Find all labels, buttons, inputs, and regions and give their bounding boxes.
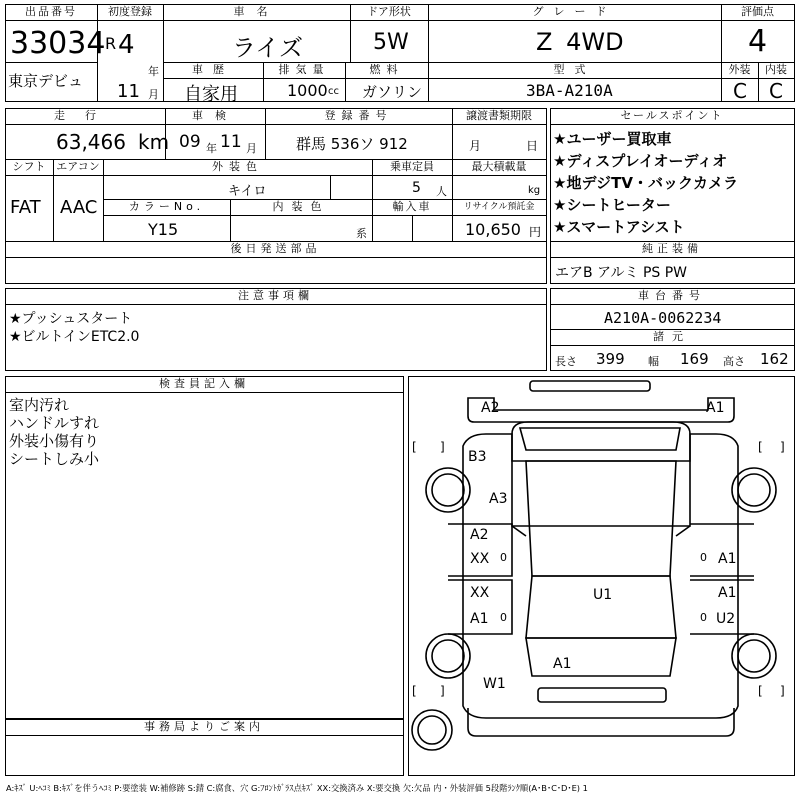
lot-number: 33034	[10, 26, 106, 61]
exterior-label: 外装	[728, 63, 751, 76]
exterior-grade: C	[733, 79, 747, 103]
displacement-label: 排気量	[278, 63, 330, 76]
max-load-unit: kg	[528, 185, 541, 196]
exterior-color-label: 外装色	[212, 160, 263, 173]
height: 162	[760, 350, 789, 368]
model-label: 型式	[553, 63, 596, 76]
transfer-month-unit: 月	[469, 139, 482, 153]
mark-hood-center: A3	[489, 491, 508, 507]
mark-right-front-door: A1	[718, 551, 737, 567]
interior-color-label: 内装色	[272, 200, 330, 213]
fuel-label: 燃料	[369, 63, 404, 76]
registration-year: 4	[118, 30, 135, 60]
interior-grade: C	[769, 79, 783, 103]
debut-label: 東京デビュ	[8, 72, 84, 90]
length: 399	[596, 350, 625, 368]
inspection-year: 09	[179, 132, 201, 152]
shift: FAT	[10, 197, 41, 218]
mark-right-rear-door-1: A1	[718, 585, 737, 601]
air-conditioner: AAC	[60, 197, 98, 218]
width: 169	[680, 350, 709, 368]
height-label: 高さ	[723, 355, 745, 368]
small-zero: 0	[500, 551, 507, 564]
era: R	[105, 34, 117, 53]
small-zero: 0	[700, 611, 707, 624]
chassis-number: A210A-0062234	[604, 309, 722, 327]
registration-month: 11	[117, 81, 140, 102]
inspector-note: 室内汚れ	[9, 396, 70, 414]
mileage-unit: km	[138, 130, 170, 154]
mark-right-rear-door-2: U2	[716, 611, 736, 627]
caution-item: ★プッシュスタート	[9, 311, 133, 327]
mark-left-front-door-1: A2	[470, 527, 489, 543]
import-label: 輸入車	[392, 200, 432, 213]
mark-left-rear-door-1: XX	[470, 585, 490, 601]
sales-point: ★ディスプレイオーディオ	[553, 152, 728, 170]
grade-label: グレード	[532, 5, 617, 18]
transfer-deadline-label: 譲渡書類期限	[466, 109, 532, 122]
car-name: ライズ	[232, 34, 304, 62]
bracket-close: ]	[780, 684, 785, 698]
capacity-label: 乗車定員	[390, 160, 434, 173]
width-label: 幅	[648, 355, 659, 368]
capacity-unit: 人	[436, 185, 447, 198]
mark-left-front-door-2: XX	[470, 551, 490, 567]
mileage: 63,466	[56, 130, 126, 154]
lot-number-label: 出品番号	[25, 5, 77, 18]
bracket-open: [	[412, 684, 417, 698]
inspector-note: ハンドルすれ	[9, 414, 100, 432]
inspection-year-unit: 年	[206, 142, 217, 155]
fuel: ガソリン	[362, 83, 423, 101]
mark-front-right: A1	[706, 400, 725, 416]
sales-points-list	[553, 128, 738, 238]
inspection-month-unit: 月	[246, 142, 257, 155]
equipment-label: 純正装備	[642, 242, 702, 255]
legend: A:ｷｽﾞ U:ﾍｺﾐ B:ｷｽﾞを伴うﾍｺﾐ P:要塗装 W:補修跡 S:錆 C:腐食、穴 G:ﾌﾛﾝﾄｶﾞﾗｽ点ｷｽﾞ XX:交換済み X:要交換 欠:欠品 内・外装評価 5段階ﾗﾝｸ順(A･B･C･D･E) 1	[6, 783, 588, 793]
sales-point: ★シートヒーター	[553, 196, 671, 214]
dimensions-label: 諸元	[653, 330, 691, 343]
bracket-open: [	[412, 440, 417, 454]
caution-label: 注意事項欄	[238, 289, 313, 302]
transfer-day-unit: 日	[526, 139, 539, 153]
max-load-label: 最大積載量	[471, 160, 527, 173]
displacement-unit: cc	[328, 86, 339, 97]
inspection-month: 11	[220, 132, 242, 152]
registration-number-label: 登録番号	[324, 109, 393, 122]
recycle-label: リサイクル預託金	[463, 202, 535, 212]
grade: Z 4WD	[536, 28, 624, 56]
score: 4	[748, 24, 768, 59]
bracket-close: ]	[440, 440, 445, 454]
caution-item: ★ビルトインETC2.0	[9, 329, 140, 345]
chassis-number-label: 車台番号	[638, 289, 706, 302]
history: 自家用	[184, 84, 238, 105]
caution-list	[9, 310, 139, 346]
mark-front-left: A2	[481, 400, 500, 416]
mark-roof: U1	[593, 587, 613, 603]
first-registration-label: 初度登録	[108, 5, 152, 18]
bracket-close: ]	[780, 440, 785, 454]
color-number: Y15	[148, 220, 179, 239]
later-parts-label: 後日発送部品	[230, 242, 321, 255]
office-notice-label: 事務局よりご案内	[144, 720, 264, 733]
sales-point: ★ユーザー買取車	[553, 130, 672, 148]
ac-label: エアコン	[56, 160, 100, 173]
capacity: 5	[412, 180, 421, 196]
inspector-note: シートしみ小	[9, 450, 100, 468]
year-unit: 年	[148, 65, 159, 78]
recycle-unit: 円	[529, 225, 542, 239]
small-zero: 0	[500, 611, 507, 624]
interior-label: 内装	[765, 63, 787, 76]
inspector-notes	[9, 396, 99, 468]
bracket-open: [	[758, 684, 763, 698]
inspector-notes-label: 検査員記入欄	[159, 377, 249, 390]
model-code: 3BA-A210A	[526, 81, 613, 100]
inspector-note: 外装小傷有り	[9, 432, 100, 450]
mark-left-rear-door-2: A1	[470, 611, 489, 627]
sales-point: ★スマートアシスト	[553, 218, 685, 236]
registration-number: 群馬 536ソ 912	[296, 135, 408, 153]
displacement: 1000	[287, 81, 328, 100]
door-type: 5W	[373, 30, 409, 55]
equipment: エアB アルミ PS PW	[555, 265, 688, 281]
score-label: 評価点	[741, 5, 774, 18]
small-zero: 0	[700, 551, 707, 564]
car-diagram	[408, 376, 795, 776]
inspection-label: 車検	[192, 109, 238, 122]
mileage-label: 走行	[54, 109, 116, 122]
mark-rear-left: W1	[483, 676, 506, 692]
mark-hood-left: B3	[468, 449, 487, 465]
history-label: 車歴	[192, 63, 234, 76]
mark-trunk: A1	[553, 656, 572, 672]
car-name-label: 車名	[233, 5, 280, 18]
bracket-open: [	[758, 440, 763, 454]
bracket-close: ]	[440, 684, 445, 698]
sales-points-label: セールスポイント	[620, 109, 724, 122]
color-number-label: カラーNo.	[128, 200, 205, 213]
interior-color-unit: 系	[356, 227, 367, 240]
month-unit: 月	[148, 88, 159, 101]
recycle-fee: 10,650	[465, 220, 521, 239]
length-label: 長さ	[555, 355, 577, 368]
exterior-color: キイロ	[228, 184, 267, 199]
door-label: ドア形状	[367, 5, 411, 18]
shift-label: シフト	[12, 160, 46, 173]
sales-point: ★地デジTV・バックカメラ	[553, 174, 738, 192]
